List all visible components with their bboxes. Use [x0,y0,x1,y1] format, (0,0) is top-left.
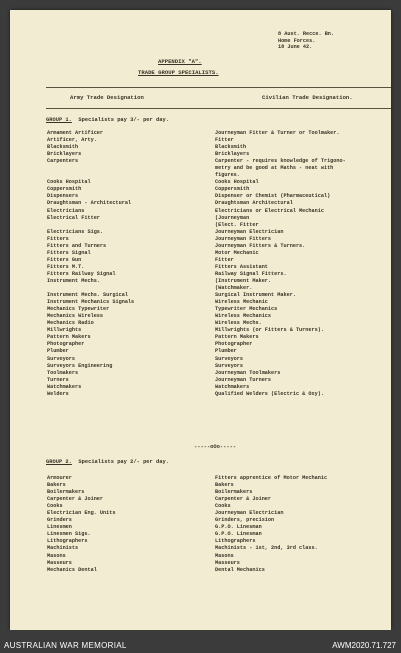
trade-entry: Boilermakers [47,489,85,496]
trade-entry: Bakers [215,482,234,489]
trade-entry: Toolmakers [47,369,79,376]
trade-entry: Surveyors [215,355,244,362]
trade-entry: Cooks [215,503,231,510]
trade-entry: Turners [47,376,69,383]
trade-entry: Surveyors Engineering [47,362,113,369]
group-1-label: GROUP 1. [46,117,72,123]
header-line: 8 Aust. Recce. Bn. [278,31,335,37]
trade-entry: Welders [47,390,69,397]
trade-entry: Journeyman Electrician [215,228,284,235]
group-2-civilian-list [215,475,327,574]
trade-entry: Journeyman Fitter & Turner or Toolmaker. [215,130,340,136]
trade-entry: Armament Artificer [47,130,104,136]
trade-entry: Electricians or Electrical Mechanic [215,207,324,214]
trade-entry: Watchmakers [215,383,250,390]
trade-entry: Cooks Hospital [215,179,259,186]
trade-entry: Machinists - 1st, 2nd, 3rd class. [215,545,318,552]
trade-entry: Carpenter - requires knowledge of Trigono- [215,158,346,165]
trade-entry: Journeyman Fitters [215,235,272,242]
trade-entry: (Elect. Fitter [215,221,259,228]
footer-bar [0,630,401,653]
trade-entry: Fitters and Turners [47,242,107,249]
trade-entry: G.P.O. Linesman [215,524,262,531]
footer-institution: AUSTRALIAN WAR MEMORIAL [4,641,127,650]
header-line: 18 June 42. [278,44,313,51]
divider [46,108,391,109]
trade-entry: Linesmen Sigs. [47,531,91,538]
trade-entry: Railway Signal Fitters. [215,270,287,277]
trade-entry: Mechanics Radio [47,320,94,327]
trade-entry: Electricians [47,207,85,214]
trade-entry: Masseurs [215,559,240,566]
trade-entry: Carpenters [47,158,79,165]
trade-entry: Coppersmith [47,186,82,193]
trade-entry: Fitters apprentice of Motor Mechanic [215,475,328,481]
trade-entry: Bricklayers [215,151,250,158]
trade-entry: Grinders, precision [215,517,275,524]
trade-entry: Fitters Assistant [215,263,268,270]
column-header-army: Army Trade Designation [70,94,144,101]
trade-entry: Journeyman Toolmakers [215,369,281,376]
divider [46,87,391,88]
trade-entry: Dental Mechanics [215,566,265,573]
trade-entry: Linesmen [47,524,72,531]
trade-entry: Instrument Mechs. Surgical [47,292,128,299]
trade-entry: Surgical Instrument Maker. [215,292,296,299]
trade-entry: Instrument Mechs. [47,277,100,284]
trade-entry: Boilermakers [215,489,253,496]
trade-entry: metry and be good at Maths - neat with [215,165,334,172]
trade-entry: Cooks Hospital [47,179,91,186]
trade-entry: Journeyman Fitters & Turners. [215,242,306,249]
trade-entry [47,172,134,179]
trade-entry: Mechanics Dental [47,566,97,573]
trade-entry: Electricians Sigs. [47,228,104,235]
trade-entry: G.P.O. Linesman [215,531,262,538]
trade-entry: (Watchmaker. [215,285,253,292]
trade-entry: Photographer [215,341,253,348]
group-1-army-list [47,130,134,398]
trade-entry: Fitters Railway Signal [47,270,116,277]
trade-entry: Dispenser or Chemist (Pharmaceutical) [215,193,331,200]
trade-entry: Typewriter Mechanics [215,306,278,313]
trade-entry: Masons [47,552,66,559]
document-header [278,31,334,51]
trade-entry: Electrical Fitter [47,214,100,221]
trade-entry: Millwrights [47,327,82,334]
trade-entry: Motor Mechanic [215,249,259,256]
trade-entry: Artificer, Arty. [47,137,97,144]
trade-entry: Coppersmith [215,186,250,193]
group-2-army-list [47,475,116,574]
trade-entry: Mechanics Wireless [47,313,104,320]
trade-entry: (Journeyman [215,214,250,221]
group-1-description: Specialists pay 3/- per day. [78,117,169,123]
trade-entry [47,285,134,292]
trade-entry: Dispensers [47,193,79,200]
group-1-heading [46,117,169,123]
trade-entry: Cooks [47,503,63,510]
trade-entry: Carpenter & Joiner [215,496,272,503]
trade-entry: Photographer [47,341,85,348]
separator: -----oOo----- [194,444,237,450]
footer-accession-number: AWM2020.71.727 [332,641,396,650]
group-1-civilian-list [215,130,346,398]
document-title: TRADE GROUP SPECIALISTS. [138,69,219,76]
group-2-heading [46,459,169,465]
trade-entry: Millwrights (or Fitters & Turners). [215,327,324,334]
trade-entry: Carpenter & Joiner [47,496,104,503]
trade-entry: (Instrument Maker. [215,277,272,284]
trade-entry: Masons [215,552,234,559]
trade-entry: Masseurs [47,559,72,566]
trade-entry: Wireless Mechanics [215,313,272,320]
appendix-title: APPENDIX "A". [158,58,202,65]
trade-entry: Qualified Welders (Electric & Oxy). [215,390,324,397]
trade-entry: Electrician Eng. Units [47,510,116,517]
trade-entry: Bakers [47,482,66,489]
trade-entry: Draughtsman Architectural [215,200,293,207]
trade-entry: Journeyman Electrician [215,510,284,517]
trade-entry: Blacksmith [47,144,79,151]
trade-entry: Fitters Signal [47,249,91,256]
trade-entry: Plumber [215,348,237,355]
header-line: Home Forces. [278,37,316,44]
trade-entry: Journeyman Turners [215,376,272,383]
trade-entry: Bricklayers [47,151,82,158]
trade-entry: Surveyors [47,355,76,362]
trade-entry: Blacksmith [215,144,247,151]
trade-entry: Pattern Makers [215,334,259,341]
trade-entry: Fitter [215,256,234,263]
trade-entry: Grinders [47,517,72,524]
trade-entry: figures. [215,172,240,179]
trade-entry: Pattern Makers [47,334,91,341]
trade-entry: Mechanics Typewriter [47,306,110,313]
trade-entry: Wireless Mechs. [215,320,262,327]
trade-entry: Fitters Gun [47,256,82,263]
group-2-label: GROUP 2. [46,459,72,465]
trade-entry: Plumber [47,348,69,355]
trade-entry: Wireless Mechanic [215,299,268,306]
trade-entry: Surveyors [215,362,244,369]
document-page [10,10,391,630]
column-header-civilian: Civilian Trade Designation. [262,94,353,101]
trade-entry: Watchmakers [47,383,82,390]
trade-entry [47,165,134,172]
trade-entry: Armourer [47,475,72,481]
trade-entry: Machinists [47,545,79,552]
trade-entry: Fitters M.T. [47,263,85,270]
trade-entry: Draughtsman - Architectural [47,200,132,207]
group-2-description: Specialists pay 2/- per day. [78,459,169,465]
trade-entry: Lithographers [215,538,256,545]
trade-entry: Instrument Mechanics Signals [47,299,135,306]
trade-entry [47,222,134,229]
trade-entry: Fitters [47,235,69,242]
trade-entry: Lithographers [47,538,88,545]
trade-entry: Fitter [215,137,234,144]
